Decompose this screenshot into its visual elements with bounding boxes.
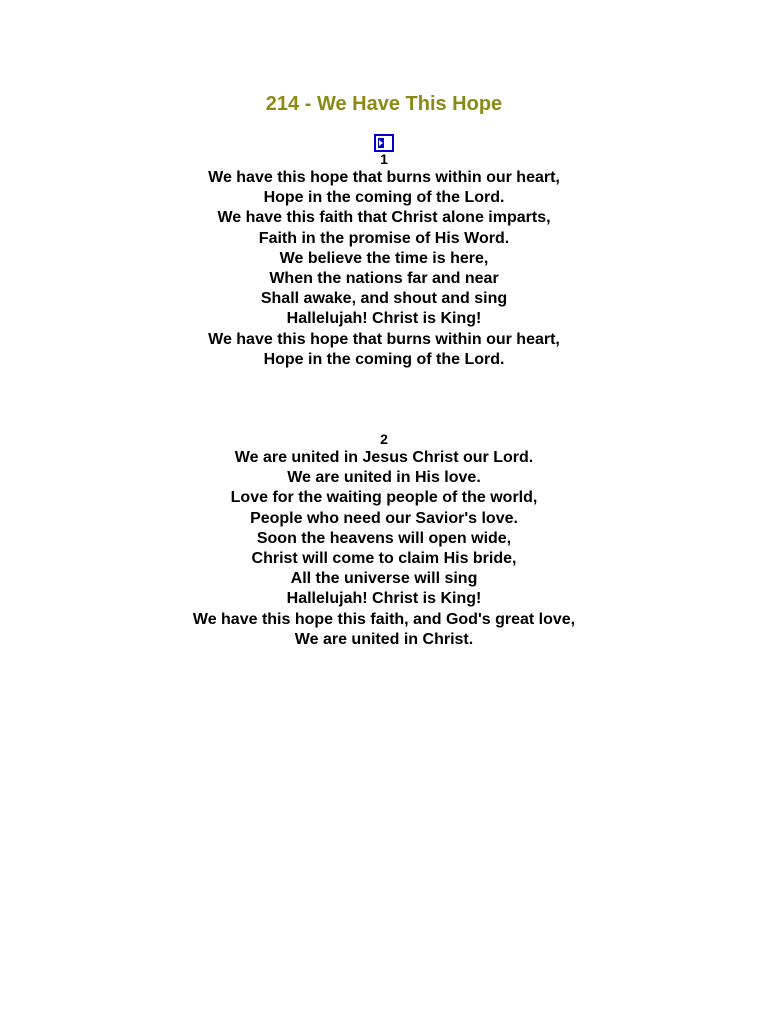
verse-line: We are united in Christ. <box>294 630 474 648</box>
verse-2 <box>0 430 768 650</box>
verse-1 <box>0 150 768 370</box>
verse-line: We have this hope this faith, and God's great love, <box>192 610 576 628</box>
verse-line: Hope in the coming of the Lord. <box>263 189 505 207</box>
verse-line: Hallelujah! Christ is King! <box>286 310 482 328</box>
verse-line: All the universe will sing <box>290 570 478 588</box>
hymn-title: 214 - We Have This Hope <box>265 93 503 115</box>
verse-line: Faith in the promise of His Word. <box>258 229 510 247</box>
verse-number: 1 <box>380 151 388 167</box>
verse-number: 2 <box>380 431 388 447</box>
verse-line: We have this hope that burns within our heart, <box>208 169 560 186</box>
verse-line: Shall awake, and shout and sing <box>260 290 508 308</box>
verse-line: We have this faith that Christ alone imparts, <box>217 209 551 227</box>
verse-line: Soon the heavens will open wide, <box>256 529 512 547</box>
verse-line: When the nations far and near <box>269 270 499 288</box>
verse-line: People who need our Savior's love. <box>250 509 518 527</box>
verse-line: We believe the time is here, <box>279 249 489 267</box>
verse-line: Love for the waiting people of the world, <box>230 489 538 507</box>
verse-line: We are united in Jesus Christ our Lord. <box>234 449 534 466</box>
verse-line: We are united in His love. <box>287 469 481 487</box>
verse-line: Hallelujah! Christ is King! <box>286 590 482 608</box>
verse-line: Christ will come to claim His bride, <box>251 550 517 568</box>
verse-line: We have this hope that burns within our heart, <box>208 330 560 348</box>
verse-line: Hope in the coming of the Lord. <box>263 350 505 368</box>
